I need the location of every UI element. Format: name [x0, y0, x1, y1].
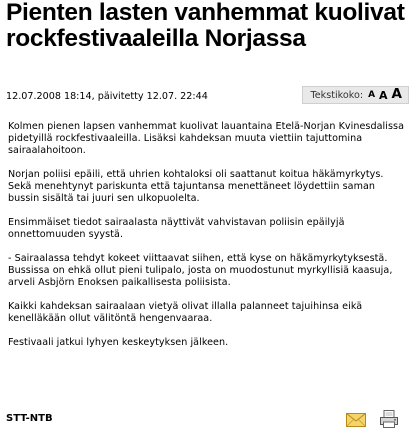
email-article-button[interactable]: [345, 409, 367, 429]
article-paragraph: Norjan poliisi epäili, että uhrien kohtaloksi oli saattanut koitua häkämyrkytys. Sekä menehtynyt pariskunta että tajuntansa menettäneet löydettiin saman bussin sisältä tai juuri sen ulkopuolelta.: [8, 169, 384, 204]
envelope-icon: [345, 409, 367, 429]
article-paragraph: Kolmen pienen lapsen vanhemmat kuolivat lauantaina Etelä-Norjan Kvinesdalissa pidetyillä rockfestivaaleilla. Lisäksi kahdeksan muuta viettiin tajuttomina sairaalahoitoon.: [8, 121, 405, 156]
article-paragraph: Ensimmäiset tiedot sairaalasta näyttivät vahvistavan poliisin epäilyjä onnettomuuden syystä.: [8, 217, 345, 240]
article-source: STT-NTB: [6, 413, 53, 424]
text-size-medium-button[interactable]: A: [379, 88, 388, 102]
printer-icon: [378, 409, 400, 429]
article-footer: [6, 409, 409, 431]
article-timestamp: 12.07.2008 18:14, päivitetty 12.07. 22:44: [6, 91, 208, 102]
print-article-button[interactable]: [378, 409, 400, 429]
article-headline: Pienten lasten vanhemmat kuolivat rockfestivaaleilla Norjassa: [6, 0, 405, 52]
text-size-label: Tekstikoko:: [310, 89, 364, 101]
text-size-large-button[interactable]: A: [391, 86, 402, 103]
article-paragraph: - Sairaalassa tehdyt kokeet viittaavat siihen, että kyse on häkämyrkytyksestä. Bussissa on ehkä ollut pieni tulipalo, josta on muodostunut myrkyllisiä kaasuja, arveli Asbjörn Enoksen paikallisesta poliisista.: [8, 253, 393, 288]
article-meta: [6, 86, 409, 106]
article-body: [8, 121, 408, 361]
text-size-control: [302, 86, 409, 104]
article-paragraph: Kaikki kahdeksan sairaalaan vietyä olivat illalla palanneet tajuihinsa eikä kenelläkään ollut välitöntä hengenvaaraa.: [8, 301, 363, 324]
text-size-small-button[interactable]: A: [368, 89, 376, 100]
article-paragraph: Festivaali jatkui lyhyen keskeytyksen jälkeen.: [8, 337, 229, 348]
